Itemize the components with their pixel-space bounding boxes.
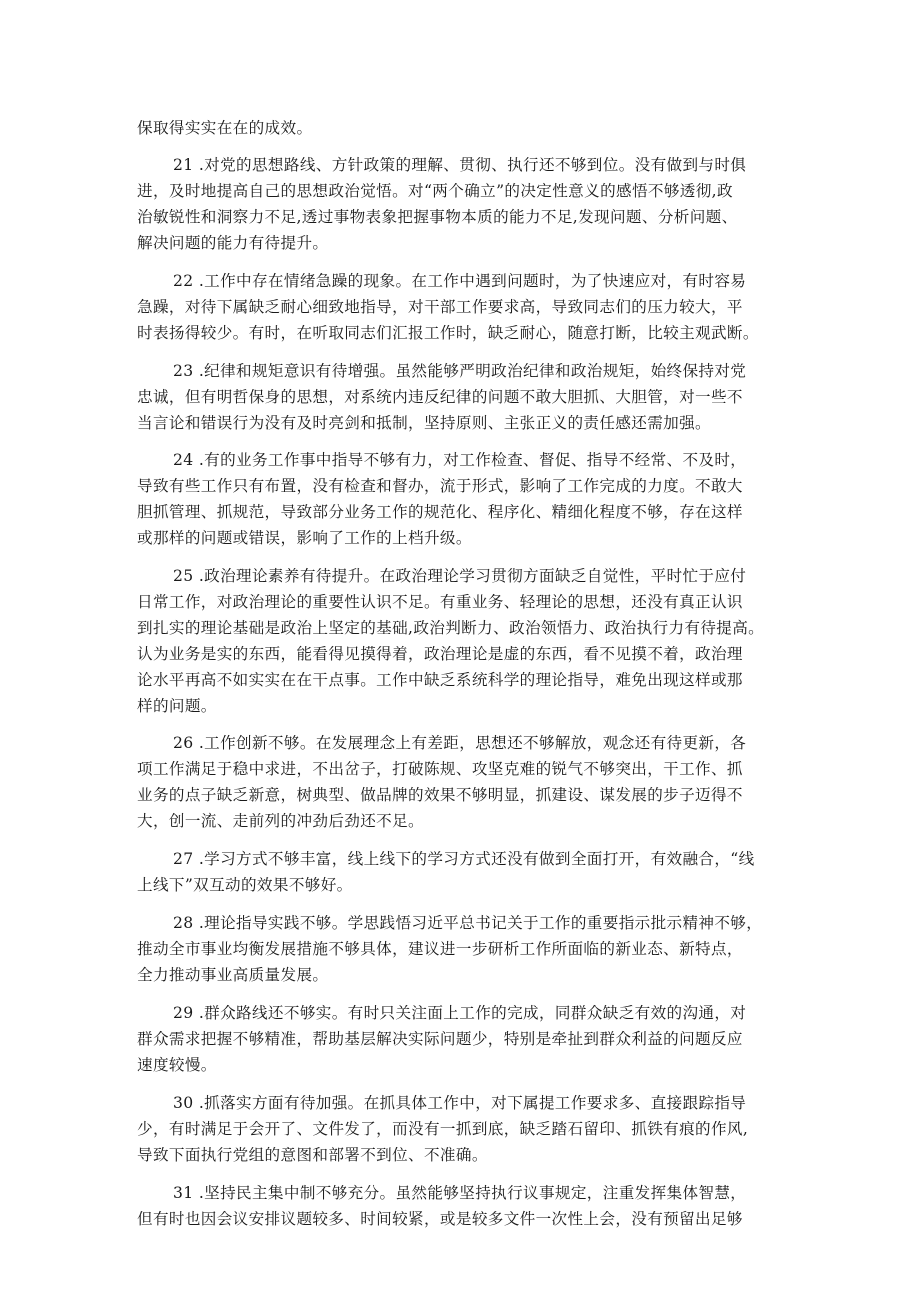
paragraph-25-line: 25 .政治理论素养有待提升。在政治理论学习贯彻方面缺乏自觉性，平时忙于应付	[173, 567, 747, 585]
paragraph-30-line: 少，有时满足于会开了、文件发了，而没有一抓到底，缺乏踏石留印、抓铁有痕的作风,	[137, 1120, 749, 1138]
paragraph-31-line: 但有时也因会议安排议题较多、时间较紧，或是较多文件一次性上会，没有预留出足够	[137, 1210, 743, 1228]
paragraph-28-line: 全力推动事业高质量发展。	[137, 966, 329, 984]
paragraph-21-line: 21 .对党的思想路线、方针政策的理解、贯彻、执行还不够到位。没有做到与时俱	[173, 156, 747, 174]
paragraph-28-line: 28 .理论指导实践不够。学思践悟习近平总书记关于工作的重要指示批示精神不够，	[173, 914, 763, 932]
paragraph-21-line: 解决问题的能力有待提升。	[137, 234, 329, 252]
paragraph-22-line: 急躁，对待下属缺乏耐心细致地指导，对干部工作要求高，导致同志们的压力较大，平	[137, 298, 743, 316]
paragraph-27-line: 上线下”双互动的效果不够好。	[137, 876, 353, 894]
paragraph-29-line: 29 .群众路线还不够实。有时只关注面上工作的完成，同群众缺乏有效的沟通，对	[173, 1004, 747, 1022]
paragraph-23-line: 当言论和错误行为没有及时亮剑和抵制，坚持原则、主张正义的责任感还需加强。	[137, 414, 711, 432]
paragraph-26-line: 业务的点子缺乏新意，树典型、做品牌的效果不够明显，抓建设、谋发展的步子迈得不	[137, 786, 743, 804]
paragraph-22-line: 时表扬得较少。有时，在听取同志们汇报工作时，缺乏耐心，随意打断，比较主观武断。	[137, 324, 759, 342]
paragraph-24-line: 导致有些工作只有布置，没有检查和督办，流于形式，影响了工作完成的力度。不敢大	[137, 477, 743, 495]
paragraph-23-line: 23 .纪律和规矩意识有待增强。虽然能够严明政治纪律和政治规矩，始终保持对党	[173, 362, 747, 380]
paragraph-line: 保取得实实在在的成效。	[137, 119, 313, 137]
paragraph-24-line: 胆抓管理、抓规范，导致部分业务工作的规范化、程序化、精细化程度不够，存在这样	[137, 503, 743, 521]
paragraph-25-line: 到扎实的理论基础是政治上坚定的基础,政治判断力、政治领悟力、政治执行力有待提高。	[137, 619, 765, 637]
paragraph-22-line: 22 .工作中存在情绪急躁的现象。在工作中遇到问题时，为了快速应对，有时容易	[173, 272, 747, 290]
paragraph-21-line: 进，及时地提高自己的思想政治觉悟。对“两个确立”的决定性意义的感悟不够透彻,政	[137, 182, 733, 200]
paragraph-29-line: 群众需求把握不够精准，帮助基层解决实际问题少，特别是牵扯到群众利益的问题反应	[137, 1030, 743, 1048]
paragraph-27-line: 27 .学习方式不够丰富，线上线下的学习方式还没有做到全面打开，有效融合，“线	[173, 850, 755, 868]
paragraph-21-line: 治敏锐性和洞察力不足,透过事物表象把握事物本质的能力不足,发现问题、分析问题、	[137, 208, 738, 226]
paragraph-30-line: 30 .抓落实方面有待加强。在抓具体工作中，对下属提工作要求多、直接跟踪指导	[173, 1094, 747, 1112]
paragraph-26-line: 项工作满足于稳中求进，不出岔子，打破陈规、攻坚克难的锐气不够突出，干工作、抓	[137, 760, 743, 778]
paragraph-26-line: 大，创一流、走前列的冲劲后劲还不足。	[137, 812, 424, 830]
paragraph-24-line: 24 .有的业务工作事中指导不够有力，对工作检查、督促、指导不经常、不及时，	[173, 451, 747, 469]
paragraph-30-line: 导致下面执行党组的意图和部署不到位、不准确。	[137, 1146, 488, 1164]
paragraph-25-line: 论水平再高不如实实在在干点事。工作中缺乏系统科学的理论指导，难免出现这样或那	[137, 671, 743, 689]
paragraph-26-line: 26 .工作创新不够。在发展理念上有差距，思想还不够解放，观念还有待更新，各	[173, 734, 747, 752]
paragraph-25-line: 样的问题。	[137, 697, 217, 715]
paragraph-24-line: 或那样的问题或错误，影响了工作的上档升级。	[137, 529, 472, 547]
paragraph-25-line: 认为业务是实的东西，能看得见摸得着，政治理论是虚的东西，看不见摸不着，政治理	[137, 645, 743, 663]
paragraph-31-line: 31 .坚持民主集中制不够充分。虽然能够坚持执行议事规定，注重发挥集体智慧，	[173, 1184, 747, 1202]
paragraph-23-line: 忠诚，但有明哲保身的思想，对系统内违反纪律的问题不敢大胆抓、大胆管，对一些不	[137, 388, 743, 406]
paragraph-25-line: 日常工作，对政治理论的重要性认识不足。有重业务、轻理论的思想，还没有真正认识	[137, 593, 743, 611]
paragraph-28-line: 推动全市事业均衡发展措施不够具体，建议进一步研析工作所面临的新业态、新特点，	[137, 940, 743, 958]
paragraph-29-line: 速度较慢。	[137, 1056, 217, 1074]
